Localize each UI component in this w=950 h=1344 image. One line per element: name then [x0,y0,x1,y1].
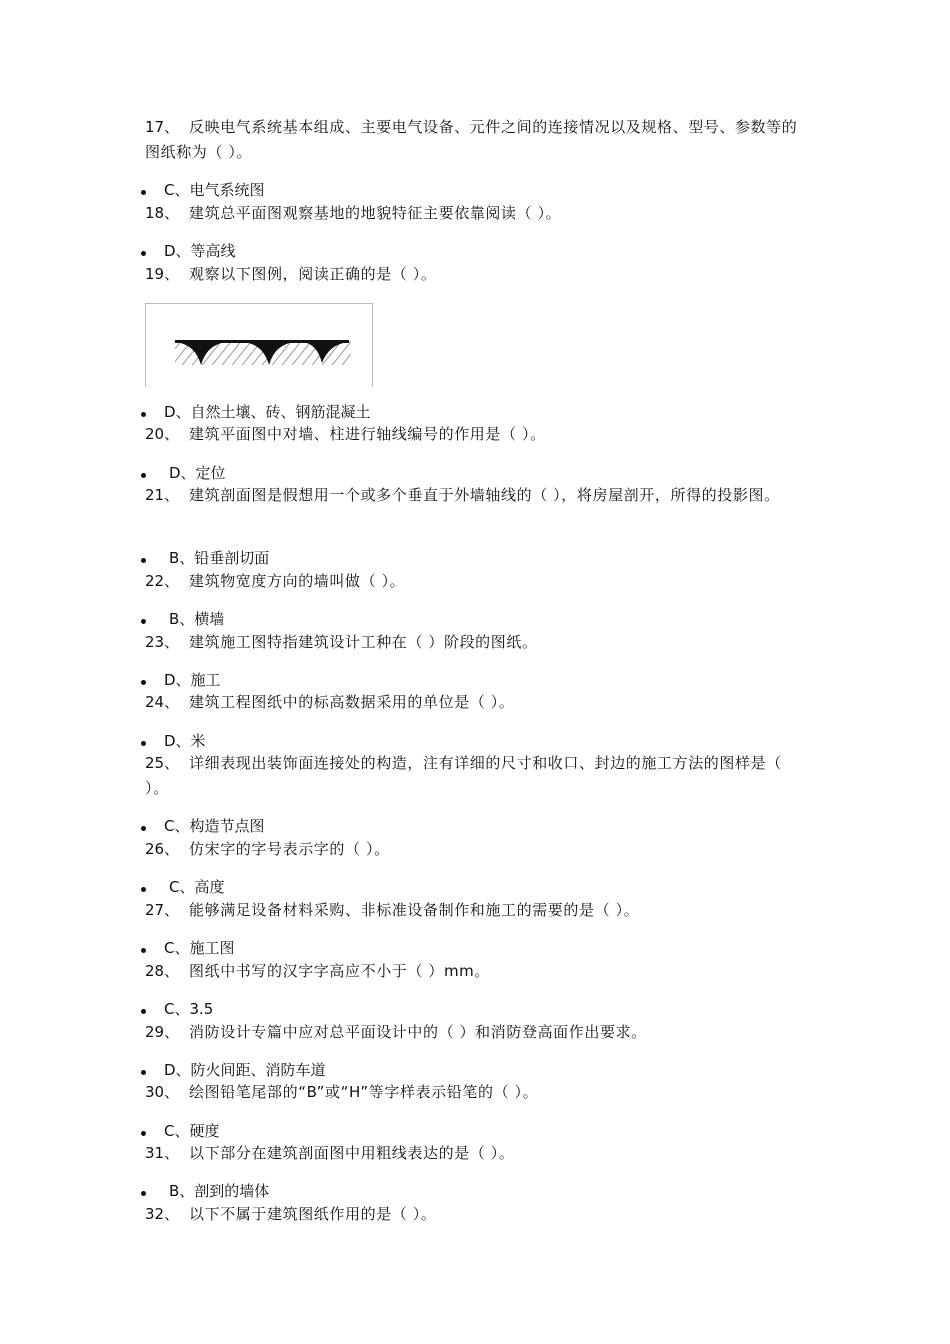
answer-27 [141,938,234,958]
question-17 [145,115,810,165]
bullet-icon [141,412,146,417]
answer-21 [141,548,269,568]
answer-text: B、剖到的墙体 [169,1182,270,1200]
answer-text: D、等高线 [164,242,236,260]
answer-text: C、电气系统图 [164,181,265,199]
answer-26 [141,877,224,897]
question-number: 20、 [145,425,180,443]
question-30 [145,1080,810,1105]
bullet-icon [141,1191,146,1196]
question-29 [145,1020,810,1045]
question-number: 17、 [145,118,180,136]
bullet-icon [141,251,146,256]
answer-text: B、铅垂剖切面 [169,549,270,567]
answer-17 [141,180,264,200]
question-text: 以下不属于建筑图纸作用的是（ ）。 [189,1205,437,1223]
answer-19 [141,402,371,422]
material-legend-figure [145,303,373,387]
bullet-icon [141,1009,146,1014]
answer-20 [141,463,226,483]
bullet-icon [141,887,146,892]
question-number: 18、 [145,204,180,222]
question-text: 详细表现出装饰面连接处的构造，注有详细的尺寸和收口、封边的施工方法的图样是（ ）。 [145,754,782,797]
answer-text: C、3.5 [164,1000,214,1018]
question-text: 能够满足设备材料采购、非标准设备制作和施工的需要的是（ ）。 [189,901,640,919]
answer-text: D、米 [164,732,206,750]
question-number: 19、 [145,265,180,283]
answer-text: D、防火间距、消防车道 [164,1061,326,1079]
bullet-icon [141,1070,146,1075]
question-text: 建筑平面图中对墙、柱进行轴线编号的作用是（ ）。 [189,425,546,443]
question-number: 24、 [145,693,180,711]
question-text: 建筑剖面图是假想用一个或多个垂直于外墙轴线的（ ），将房屋剖开，所得的投影图。 [189,486,780,504]
question-number: 31、 [145,1144,180,1162]
question-text: 仿宋字的字号表示字的（ ）。 [189,840,390,858]
question-number: 30、 [145,1083,180,1101]
question-23 [145,630,810,655]
question-number: 22、 [145,572,180,590]
question-22 [145,569,810,594]
question-21 [145,483,810,508]
bullet-icon [141,1131,146,1136]
question-number: 21、 [145,486,180,504]
bullet-icon [141,826,146,831]
answer-text: D、定位 [169,464,226,482]
question-text: 建筑施工图特指建筑设计工种在（ ）阶段的图纸。 [189,633,538,651]
bullet-icon [141,680,146,685]
answer-31 [141,1181,269,1201]
answer-text: B、横墙 [169,610,225,628]
bullet-icon [141,619,146,624]
answer-30 [141,1121,219,1141]
question-text: 绘图铅笔尾部的“B”或“H”等字样表示铅笔的（ ）。 [189,1083,539,1101]
answer-22 [141,609,224,629]
answer-text: C、构造节点图 [164,817,265,835]
question-32 [145,1202,810,1227]
question-27 [145,898,810,923]
question-24 [145,690,810,715]
answer-text: D、施工 [164,671,221,689]
bullet-icon [141,190,146,195]
question-number: 29、 [145,1023,180,1041]
question-number: 32、 [145,1205,180,1223]
answer-24 [141,731,206,751]
question-text: 反映电气系统基本组成、主要电气设备、元件之间的连接情况以及规格、型号、参数等的图纸称为（ ）。 [145,118,798,161]
answer-text: C、高度 [169,878,225,896]
question-text: 消防设计专篇中应对总平面设计中的（ ）和消防登高面作出要求。 [189,1023,647,1041]
question-20 [145,422,810,447]
bullet-icon [141,741,146,746]
bullet-icon [141,558,146,563]
answer-text: C、硬度 [164,1122,220,1140]
bullet-icon [141,473,146,478]
question-25 [145,751,810,801]
bullet-icon [141,948,146,953]
answer-text: D、自然土壤、砖、钢筋混凝土 [164,403,371,421]
answer-text: C、施工图 [164,939,235,957]
question-number: 26、 [145,840,180,858]
question-text: 图纸中书写的汉字字高应不小于（ ）mm。 [189,962,490,980]
answer-28 [141,999,213,1019]
answer-25 [141,816,264,836]
answer-29 [141,1060,326,1080]
answer-23 [141,670,221,690]
question-text: 建筑物宽度方向的墙叫做（ ）。 [189,572,406,590]
question-26 [145,837,810,862]
question-text: 观察以下图例，阅读正确的是（ ）。 [189,265,437,283]
ground-tooth [175,342,227,365]
question-19 [145,262,810,287]
question-text: 以下部分在建筑剖面图中用粗线表达的是（ ）。 [189,1144,515,1162]
question-text: 建筑总平面图观察基地的地貌特征主要依靠阅读（ ）。 [189,204,562,222]
question-31 [145,1141,810,1166]
question-number: 27、 [145,901,180,919]
question-text: 建筑工程图纸中的标高数据采用的单位是（ ）。 [189,693,515,711]
question-number: 25、 [145,754,180,772]
answer-18 [141,241,236,261]
question-28 [145,959,810,984]
question-number: 28、 [145,962,180,980]
question-18 [145,201,810,226]
question-number: 23、 [145,633,180,651]
